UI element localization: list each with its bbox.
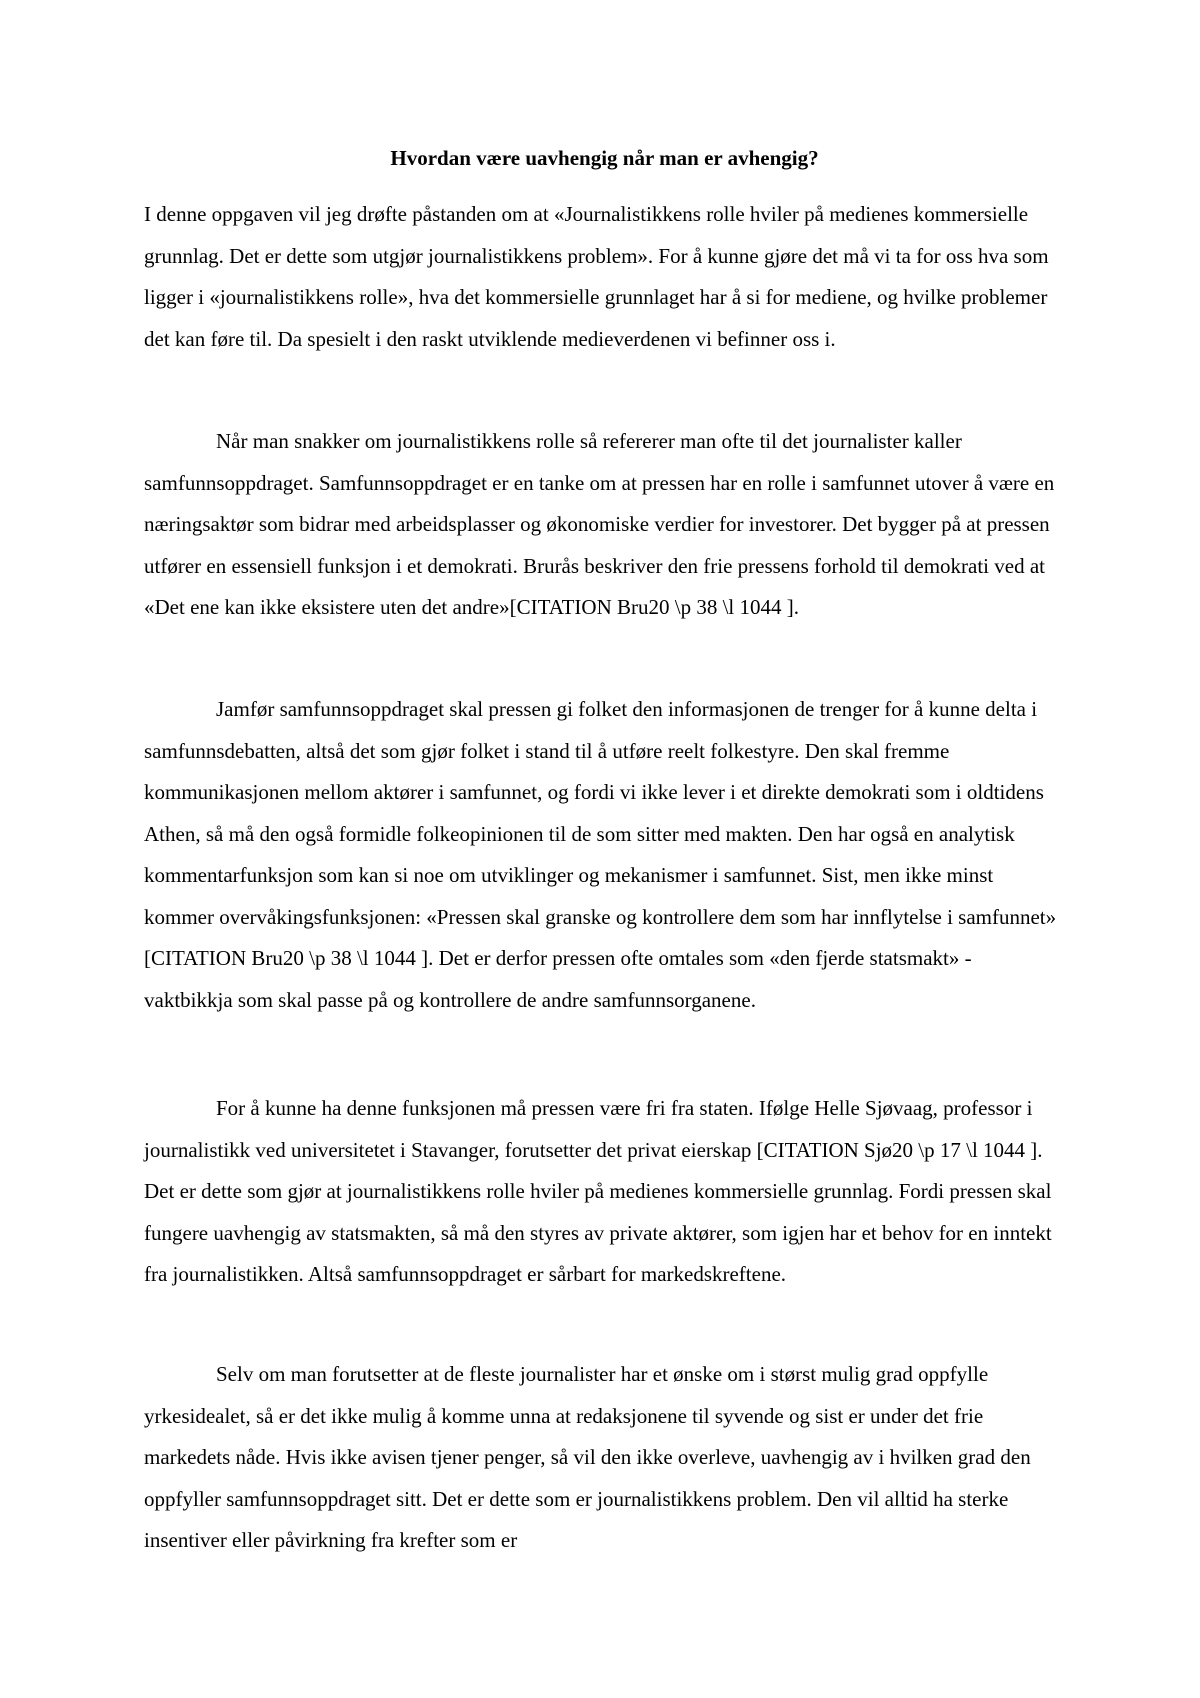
paragraph-4: For å kunne ha denne funksjonen må pressen være fri fra staten. Ifølge Helle Sjøvaag, professor i journalistikk ved universitetet i Stavanger, forutsetter det privat eierskap [CITATION Sjø20 \p 17 \l 1044 ]. Det er dette som gjør at journalistikkens rolle hviler på medienes kommersielle grunnlag. Fordi pressen skal fungere uavhengig av statsmakten, så må den styres av private aktører, som igjen har et behov for en inntekt fra journalistikken. Altså samfunnsoppdraget er sårbart for markedskreftene.: [144, 1096, 1052, 1286]
document-title: Hvordan være uavhengig når man er avhengig?: [390, 146, 819, 170]
paragraph-1: I denne oppgaven vil jeg drøfte påstanden om at «Journalistikkens rolle hviler på medienes kommersielle grunnlag. Det er dette som utgjør journalistikkens problem». For å kunne gjøre det må vi ta for oss hva som ligger i «journalistikkens rolle», hva det kommersielle grunnlaget har å si for mediene, og hvilke problemer det kan føre til. Da spesielt i den raskt utviklende medieverdenen vi befinner oss i.: [144, 202, 1049, 351]
paragraph-5: Selv om man forutsetter at de fleste journalister har et ønske om i størst mulig grad oppfylle yrkesidealet, så er det ikke mulig å komme unna at redaksjonene til syvende og sist er under det frie markedets nåde. Hvis ikke avisen tjener penger, så vil den ikke overleve, uavhengig av i hvilken grad den oppfyller samfunnsoppdraget sitt. Det er dette som er journalistikkens problem. Den vil alltid ha sterke insentiver eller påvirkning fra krefter som er: [144, 1362, 1031, 1552]
paragraph-3: Jamfør samfunnsoppdraget skal pressen gi folket den informasjonen de trenger for å kunne delta i samfunnsdebatten, altså det som gjør folket i stand til å utføre reelt folkestyre. Den skal fremme kommunikasjonen mellom aktører i samfunnet, og fordi vi ikke lever i et direkte demokrati som i oldtidens Athen, så må den også formidle folkeopinionen til de som sitter med makten. Den har også en analytisk kommentarfunksjon som kan si noe om utviklinger og mekanismer i samfunnet. Sist, men ikke minst kommer overvåkingsfunksjonen: «Pressen skal granske og kontrollere dem som har innflytelse i samfunnet» [CITATION Bru20 \p 38 \l 1044 ]. Det er derfor pressen ofte omtales som «den fjerde statsmakt» - vaktbikkja som skal passe på og kontrollere de andre samfunnsorganene.: [144, 697, 1057, 1012]
paragraph-2: Når man snakker om journalistikkens rolle så refererer man ofte til det journalister kaller samfunnsoppdraget. Samfunnsoppdraget er en tanke om at pressen har en rolle i samfunnet utover å være en næringsaktør som bidrar med arbeidsplasser og økonomiske verdier for investorer. Det bygger på at pressen utfører en essensiell funksjon i et demokrati. Brurås beskriver den frie pressens forhold til demokrati ved at «Det ene kan ikke eksistere uten det andre»[CITATION Bru20 \p 38 \l 1044 ].: [144, 429, 1055, 619]
